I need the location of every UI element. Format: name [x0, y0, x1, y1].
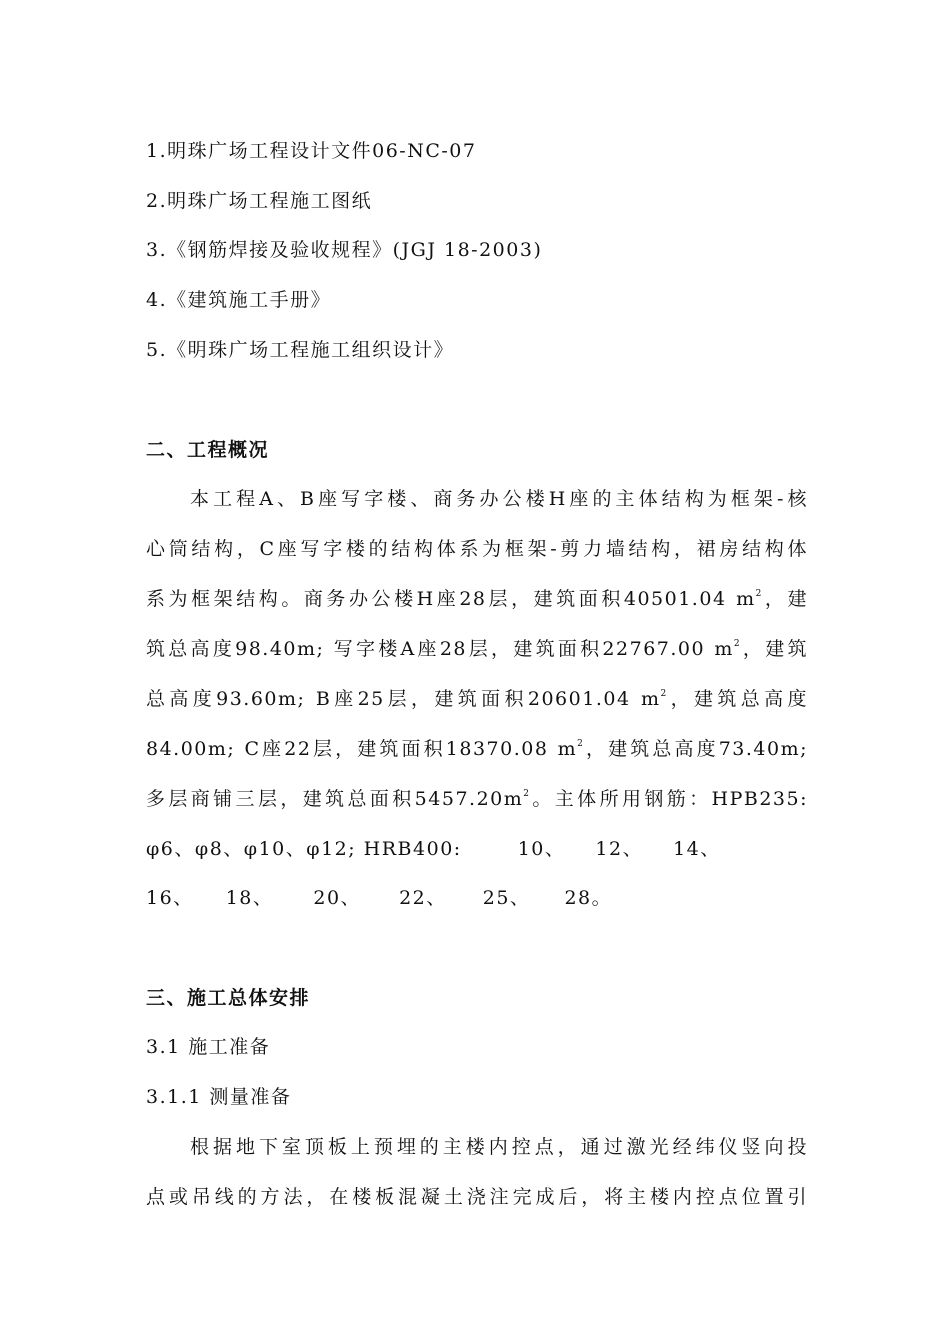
paragraph-line: 心筒结构，C座写字楼的结构体系为框架-剪力墙结构，裙房结构体 [146, 538, 808, 560]
rebar-line [146, 885, 612, 911]
text-segment: φ6、φ8、φ10、φ12; HRB400: [146, 838, 462, 860]
rebar-size: 18、 [225, 887, 274, 909]
rebar-size: 22、 [399, 887, 447, 909]
paragraph-line [146, 636, 808, 662]
subsection-heading: 3.1 施工准备 [146, 1036, 271, 1058]
paragraph-line [146, 786, 808, 812]
text-segment: ，建 [762, 588, 808, 610]
reference-item: 3.《钢筋焊接及验收规程》(JGJ 18-2003) [146, 239, 543, 261]
superscript: 2 [755, 589, 763, 599]
superscript: 2 [577, 739, 585, 749]
rebar-size: 25、 [482, 887, 531, 909]
paragraph-line: 本工程A、B座写字楼、商务办公楼H座的主体结构为框架-核 [190, 488, 808, 510]
rebar-size: 12、 [595, 838, 644, 860]
superscript: 2 [660, 689, 668, 699]
rebar-line [146, 836, 721, 862]
text-segment: 系为框架结构。商务办公楼H座28层，建筑面积40501.04 m [146, 588, 756, 610]
superscript: 2 [523, 789, 531, 799]
subsection-heading: 3.1.1 测量准备 [146, 1086, 292, 1108]
paragraph-line: 根据地下室顶板上预埋的主楼内控点，通过激光经纬仪竖向投 [190, 1136, 808, 1158]
rebar-size: 20、 [313, 887, 362, 909]
text-segment: 筑总高度98.40m; 写字楼A座28层，建筑面积22767.00 m [146, 638, 734, 660]
text-segment: ，建筑 [741, 638, 808, 660]
text-segment: ，建筑总高度73.40m; [584, 738, 808, 760]
text-segment: 多层商铺三层，建筑总面积5457.20m [146, 788, 524, 810]
paragraph-line [146, 736, 808, 762]
rebar-size: 14、 [673, 838, 721, 860]
rebar-size: 28。 [564, 887, 613, 909]
reference-item: 2.明珠广场工程施工图纸 [146, 190, 373, 212]
rebar-size: 10、 [517, 838, 566, 860]
paragraph-line [146, 686, 808, 712]
section-heading: 二、工程概况 [146, 439, 270, 461]
paragraph-line [146, 586, 808, 612]
paragraph-line: 点或吊线的方法，在楼板混凝土浇注完成后，将主楼内控点位置引 [146, 1186, 808, 1208]
text-segment: 。主体所用钢筋：HPB235: [530, 788, 809, 810]
reference-item: 4.《建筑施工手册》 [146, 289, 332, 311]
reference-item: 5.《明珠广场工程施工组织设计》 [146, 339, 455, 361]
section-heading: 三、施工总体安排 [146, 987, 311, 1009]
reference-item: 1.明珠广场工程设计文件06-NC-07 [146, 140, 477, 162]
text-segment: 总高度93.60m; B座25层，建筑面积20601.04 m [146, 688, 661, 710]
text-segment: 84.00m; C座22层，建筑面积18370.08 m [146, 738, 578, 760]
rebar-size: 16、 [146, 887, 194, 909]
superscript: 2 [733, 639, 742, 649]
text-segment: ，建筑总高度 [667, 688, 808, 710]
